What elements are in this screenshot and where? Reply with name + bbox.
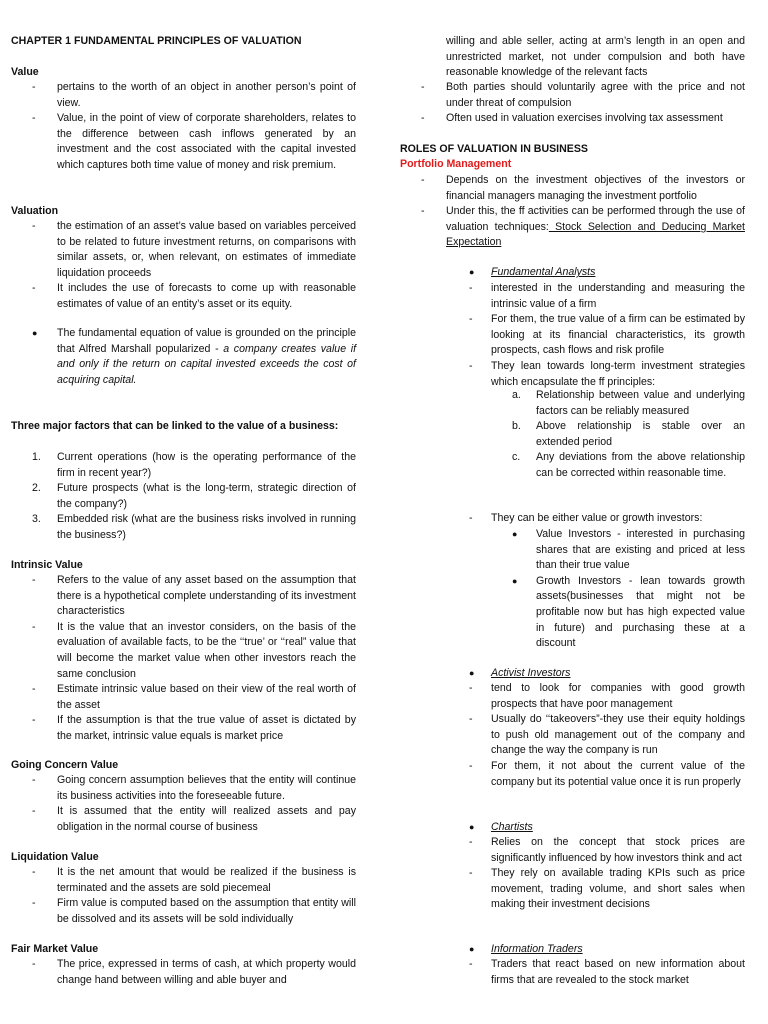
- list-item: [32, 620, 356, 682]
- list-item: [32, 773, 356, 804]
- dash-marker: -: [32, 774, 36, 786]
- bullet-marker: ●: [469, 267, 475, 277]
- list-item-text: Traders that react based on new information about firms that are revealed to the stock market: [491, 958, 745, 986]
- list-item-text: Value Investors - interested in purchasing shares that are existing and priced at less than their true value: [536, 528, 745, 572]
- bullet-marker: ●: [512, 529, 518, 539]
- marshall-quote: a company creates value if and only if the return on capital invested exceeds the cost of acquiring capital.: [57, 342, 357, 386]
- list-item-text: They rely on available trading KPIs such as price movement, trading volume, and short sales when making their investment decisions: [491, 867, 745, 911]
- valuation-heading: Valuation: [11, 205, 59, 217]
- intrinsic-heading: Intrinsic Value: [11, 559, 83, 571]
- fundamental-heading: Fundamental Analysts: [491, 266, 596, 278]
- list-item: [32, 573, 356, 620]
- heading-item: [469, 265, 745, 281]
- investor-types-intro: [400, 511, 745, 527]
- list-item: [512, 450, 745, 481]
- list-item-text: interested in the understanding and measuring the intrinsic value of a firm: [491, 282, 745, 310]
- list-item-text: [57, 326, 356, 388]
- chartists-heading: Chartists: [491, 821, 533, 833]
- list-item-text: It is the value that an investor considers, on the basis of the evaluation of available facts, to be the ‘‘true’ or ‘‘real” value that will become the market value when other investors reach the same conclusion: [57, 620, 356, 680]
- valuation-list: [11, 219, 356, 313]
- dash-marker: -: [469, 682, 473, 694]
- list-item-text: Firm value is computed based on the assumption that entity will be dissolved and its assets will be sold individually: [57, 897, 356, 925]
- number-marker: 3.: [32, 513, 41, 526]
- factors-heading: Three major factors that can be linked to the value of a business:: [11, 420, 339, 432]
- fmv-continued-text: willing and able seller, acting at arm’s length in an open and unrestricted market, not under compulsion and both have reasonable knowledge of the relevant facts: [446, 35, 745, 79]
- dash-marker: -: [421, 112, 425, 125]
- list-item: [512, 574, 745, 652]
- letter-marker: c.: [512, 451, 521, 464]
- list-item: [32, 512, 356, 543]
- list-item-text: Future prospects (what is the long-term, strategic direction of the company?): [57, 482, 356, 510]
- list-item: [469, 511, 745, 527]
- list-item: [32, 481, 356, 512]
- list-item: [32, 80, 356, 111]
- list-item-text: Going concern assumption believes that the entity will continue its business activities into the foreseeable future.: [57, 774, 356, 802]
- list-item: [469, 712, 745, 759]
- list-item-text: Often used in valuation exercises involving tax assessment: [446, 112, 723, 125]
- investor-types-list: [400, 527, 745, 652]
- fmv-list: [400, 80, 745, 127]
- chapter-title: CHAPTER 1 FUNDAMENTAL PRINCIPLES OF VALUATION: [11, 35, 302, 47]
- list-item: [421, 111, 745, 127]
- list-item-text: Both parties should voluntarily agree with the price and not under threat of compulsion: [446, 81, 745, 109]
- list-item-text: Current operations (how is the operating performance of the firm in recent year?): [57, 451, 356, 479]
- list-item-text: They lean towards long-term investment strategies which encapsulate the ff principles:: [491, 359, 745, 388]
- list-item: [32, 281, 356, 312]
- dash-marker: -: [469, 713, 473, 726]
- bullet-marker: ●: [469, 944, 475, 954]
- list-item-text: pertains to the worth of an object in another person’s point of view.: [57, 81, 356, 109]
- portfolio-techniques-underlined: Stock Selection and Deducing Market Expectation: [446, 220, 745, 249]
- portfolio-list: [400, 173, 745, 251]
- bullet-marker: ●: [512, 575, 518, 586]
- dash-marker: -: [469, 313, 473, 326]
- dash-marker: -: [421, 174, 425, 186]
- chartists-list: [400, 835, 745, 913]
- list-item: [32, 450, 356, 481]
- list-item-text: Any deviations from the above relationship can be corrected within reasonable time.: [536, 451, 745, 479]
- list-item-text: They can be either value or growth investors:: [491, 512, 703, 524]
- dash-marker: -: [469, 359, 473, 372]
- list-item: [421, 204, 745, 251]
- list-item: [32, 865, 356, 896]
- list-item-text: For them, the true value of a firm can be estimated by looking at its financial characteristics, its growth prospects, cash flows and risk profile: [491, 313, 745, 357]
- list-item: [469, 957, 745, 988]
- list-item: [32, 682, 356, 713]
- dash-marker: -: [421, 81, 425, 93]
- list-item-text: Growth Investors - lean towards growth assets(businesses that might not be profitable now but has high expected value in future) and purchasing these at a discount: [536, 574, 745, 650]
- list-item-text: Depends on the investment objectives of the investors or financial managers managing the investment portfolio: [446, 174, 745, 202]
- intrinsic-list: [11, 573, 356, 745]
- list-item: [512, 388, 745, 419]
- factors-list: [11, 450, 356, 544]
- dash-marker: -: [32, 112, 36, 125]
- list-item: [469, 681, 745, 712]
- dash-marker: -: [32, 81, 36, 93]
- list-item-text: Refers to the value of any asset based on the assumption that there is a hypothetical complete understanding of its investment characteristics: [57, 574, 356, 618]
- marshall-bullet: [11, 326, 356, 388]
- dash-marker: -: [469, 282, 473, 294]
- dash-marker: -: [32, 958, 36, 970]
- list-item-text: Usually do ‘‘takeovers”-they use their equity holdings to push old management out of the company and change the way the company is run: [491, 713, 745, 757]
- list-item: [469, 866, 745, 913]
- liquidation-list: [11, 865, 356, 927]
- list-item-text: If the assumption is that the true value of asset is dictated by the market, intrinsic value equals is market price: [57, 714, 356, 742]
- list-item-text: Value, in the point of view of corporate shareholders, relates to the difference between cash inflows generated by an investment and the cost associated with the capital invested which captures both time value of money and risk premium.: [57, 112, 356, 171]
- list-item-text: It is the net amount that would be realized if the business is terminated and the assets are sold piecemeal: [57, 866, 356, 894]
- fair-market-heading: Fair Market Value: [11, 943, 99, 955]
- activist-heading: Activist Investors: [491, 667, 571, 679]
- dash-marker: -: [469, 836, 473, 848]
- info-traders-heading: Information Traders: [491, 943, 583, 955]
- activist-list: [400, 681, 745, 790]
- value-list: [11, 80, 356, 174]
- info-traders-heading-row: [400, 942, 745, 958]
- bullet-marker: ●: [32, 328, 38, 338]
- chartists-heading-row: [400, 820, 745, 836]
- list-item-text: Relationship between value and underlying factors can be reliably measured: [536, 389, 745, 417]
- list-item-text: The price, expressed in terms of cash, at which property would change hand between willing and able buyer and: [57, 958, 356, 986]
- list-item: [32, 111, 356, 173]
- dash-marker: -: [32, 220, 36, 232]
- number-marker: 2.: [32, 482, 41, 495]
- activist-heading-row: [400, 666, 745, 682]
- list-item: [421, 173, 745, 204]
- list-item-text: Estimate intrinsic value based on their view of the real worth of the asset: [57, 683, 356, 711]
- list-item-text: Above relationship is stable over an extended period: [536, 420, 745, 448]
- info-traders-list: [400, 957, 745, 988]
- letter-marker: b.: [512, 420, 521, 433]
- dash-marker: -: [469, 958, 473, 970]
- principles-list: [400, 388, 745, 482]
- list-item: [469, 312, 745, 359]
- dash-marker: -: [32, 866, 36, 878]
- liquidation-heading: Liquidation Value: [11, 851, 99, 863]
- dash-marker: -: [469, 867, 473, 880]
- heading-item: [469, 666, 745, 682]
- dash-marker: -: [32, 683, 36, 696]
- list-item: [469, 759, 745, 790]
- list-item: [32, 219, 356, 281]
- list-item: [512, 527, 745, 574]
- fmv-continuation: [400, 34, 745, 81]
- value-heading: Value: [11, 66, 39, 78]
- list-item: [32, 326, 356, 388]
- list-item: [469, 359, 745, 390]
- list-item: [32, 896, 356, 927]
- bullet-marker: ●: [469, 668, 475, 678]
- portfolio-heading: Portfolio Management: [400, 158, 512, 170]
- going-concern-heading: Going Concern Value: [11, 759, 119, 771]
- dash-marker: -: [32, 574, 36, 586]
- dash-marker: -: [32, 897, 36, 910]
- list-item: [469, 835, 745, 866]
- fundamental-list: [400, 281, 745, 390]
- list-item: [32, 957, 356, 988]
- list-item-text: It includes the use of forecasts to come up with reasonable estimates of value of an entity’s asset or its equity.: [57, 282, 356, 310]
- dash-marker: -: [469, 512, 473, 524]
- portfolio-techniques-text: Under this, the ff activities can be performed through the use of valuation techniques:: [446, 205, 745, 233]
- letter-marker: a.: [512, 389, 521, 401]
- dash-marker: -: [32, 282, 36, 295]
- list-item: [32, 713, 356, 744]
- list-item-text: tend to look for companies with good growth prospects that have poor management: [491, 682, 745, 710]
- dash-marker: -: [421, 205, 425, 218]
- heading-item: [469, 942, 745, 958]
- list-item-text: It is assumed that the entity will realized assets and pay obligation in the normal course of business: [57, 805, 356, 833]
- dash-marker: -: [32, 805, 36, 818]
- list-item: [421, 80, 745, 111]
- fundamental-heading-row: [400, 265, 745, 281]
- list-item-text: Relies on the concept that stock prices are significantly influenced by how investors think and act: [491, 836, 745, 864]
- dash-marker: -: [32, 714, 36, 727]
- list-item-text: For them, it not about the current value of the company but its potential value once it is run properly: [491, 759, 745, 788]
- list-item-text: the estimation of an asset’s value based on variables perceived to be related to future investment returns, on comparisons with similar assets, or, when relevant, on estimates of immediate liquidation proceeds: [57, 220, 356, 279]
- list-item: [469, 281, 745, 312]
- fair-market-list: [11, 957, 356, 988]
- heading-item: [469, 820, 745, 836]
- going-concern-list: [11, 773, 356, 835]
- dash-marker: -: [32, 620, 36, 633]
- dash-marker: -: [469, 759, 473, 772]
- list-item-text: Embedded risk (what are the business risks involved in running the business?): [57, 513, 356, 541]
- list-item: [512, 419, 745, 450]
- list-item: [32, 804, 356, 835]
- number-marker: 1.: [32, 451, 41, 463]
- bullet-marker: ●: [469, 822, 475, 832]
- list-item-text: [446, 204, 745, 251]
- marshall-text: The fundamental equation of value is grounded on the principle that Alfred Marshall popularized -: [57, 327, 356, 355]
- roles-heading: ROLES OF VALUATION IN BUSINESS: [400, 143, 588, 155]
